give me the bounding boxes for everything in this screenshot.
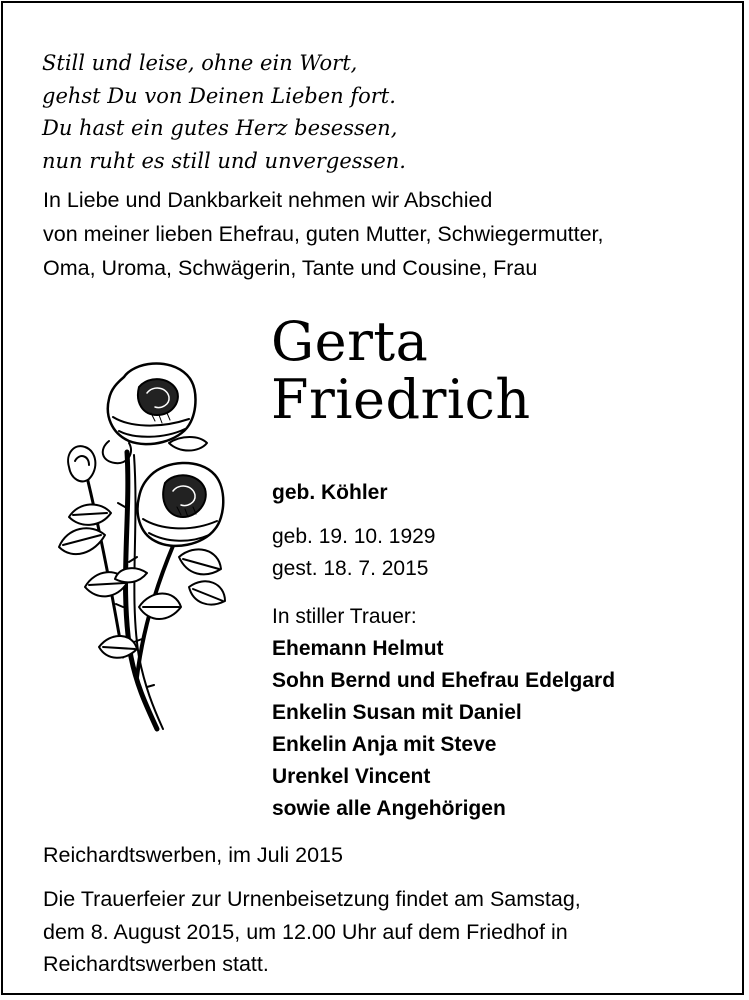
deceased-name xyxy=(271,310,531,431)
rose-bouquet-icon xyxy=(39,357,229,739)
poem-line: Still und leise, ohne ein Wort, xyxy=(42,51,358,75)
mourner-name: sowie alle Angehörigen xyxy=(272,797,506,820)
mourners-list xyxy=(272,601,615,825)
ceremony-notice xyxy=(43,883,581,981)
maiden-name: geb. Köhler xyxy=(272,481,388,504)
ceremony-line: dem 8. August 2015, um 12.00 Uhr auf dem Friedhof in xyxy=(43,919,568,944)
last-name: Friedrich xyxy=(271,368,531,431)
poem-line: nun ruht es still und unvergessen. xyxy=(42,148,406,173)
life-dates xyxy=(272,521,435,585)
intro-text xyxy=(43,183,604,285)
mourners-heading: In stiller Trauer: xyxy=(272,605,417,628)
place-date: Reichardtswerben, im Juli 2015 xyxy=(43,843,343,867)
mourner-name: Urenkel Vincent xyxy=(272,765,431,788)
first-name: Gerta xyxy=(271,310,429,373)
obituary-frame xyxy=(1,1,744,995)
mourner-name: Enkelin Anja mit Steve xyxy=(272,733,497,756)
poem-line: gehst Du von Deinen Lieben fort. xyxy=(42,83,396,108)
mourner-name: Sohn Bernd und Ehefrau Edelgard xyxy=(272,669,616,692)
mourner-name: Ehemann Helmut xyxy=(272,637,444,660)
intro-line: von meiner lieben Ehefrau, guten Mutter, Schwiegermutter, xyxy=(43,222,604,246)
poem xyxy=(42,47,406,177)
ceremony-line: Reichardtswerben statt. xyxy=(43,952,269,976)
birth-date: geb. 19. 10. 1929 xyxy=(272,525,436,548)
death-date: gest. 18. 7. 2015 xyxy=(272,557,429,580)
intro-line: In Liebe und Dankbarkeit nehmen wir Abschied xyxy=(43,188,493,212)
poem-line: Du hast ein gutes Herz besessen, xyxy=(42,116,398,140)
ceremony-line: Die Trauerfeier zur Urnenbeisetzung findet am Samstag, xyxy=(43,887,581,911)
mourner-name: Enkelin Susan mit Daniel xyxy=(272,701,522,724)
intro-line: Oma, Uroma, Schwägerin, Tante und Cousine, Frau xyxy=(43,256,538,280)
